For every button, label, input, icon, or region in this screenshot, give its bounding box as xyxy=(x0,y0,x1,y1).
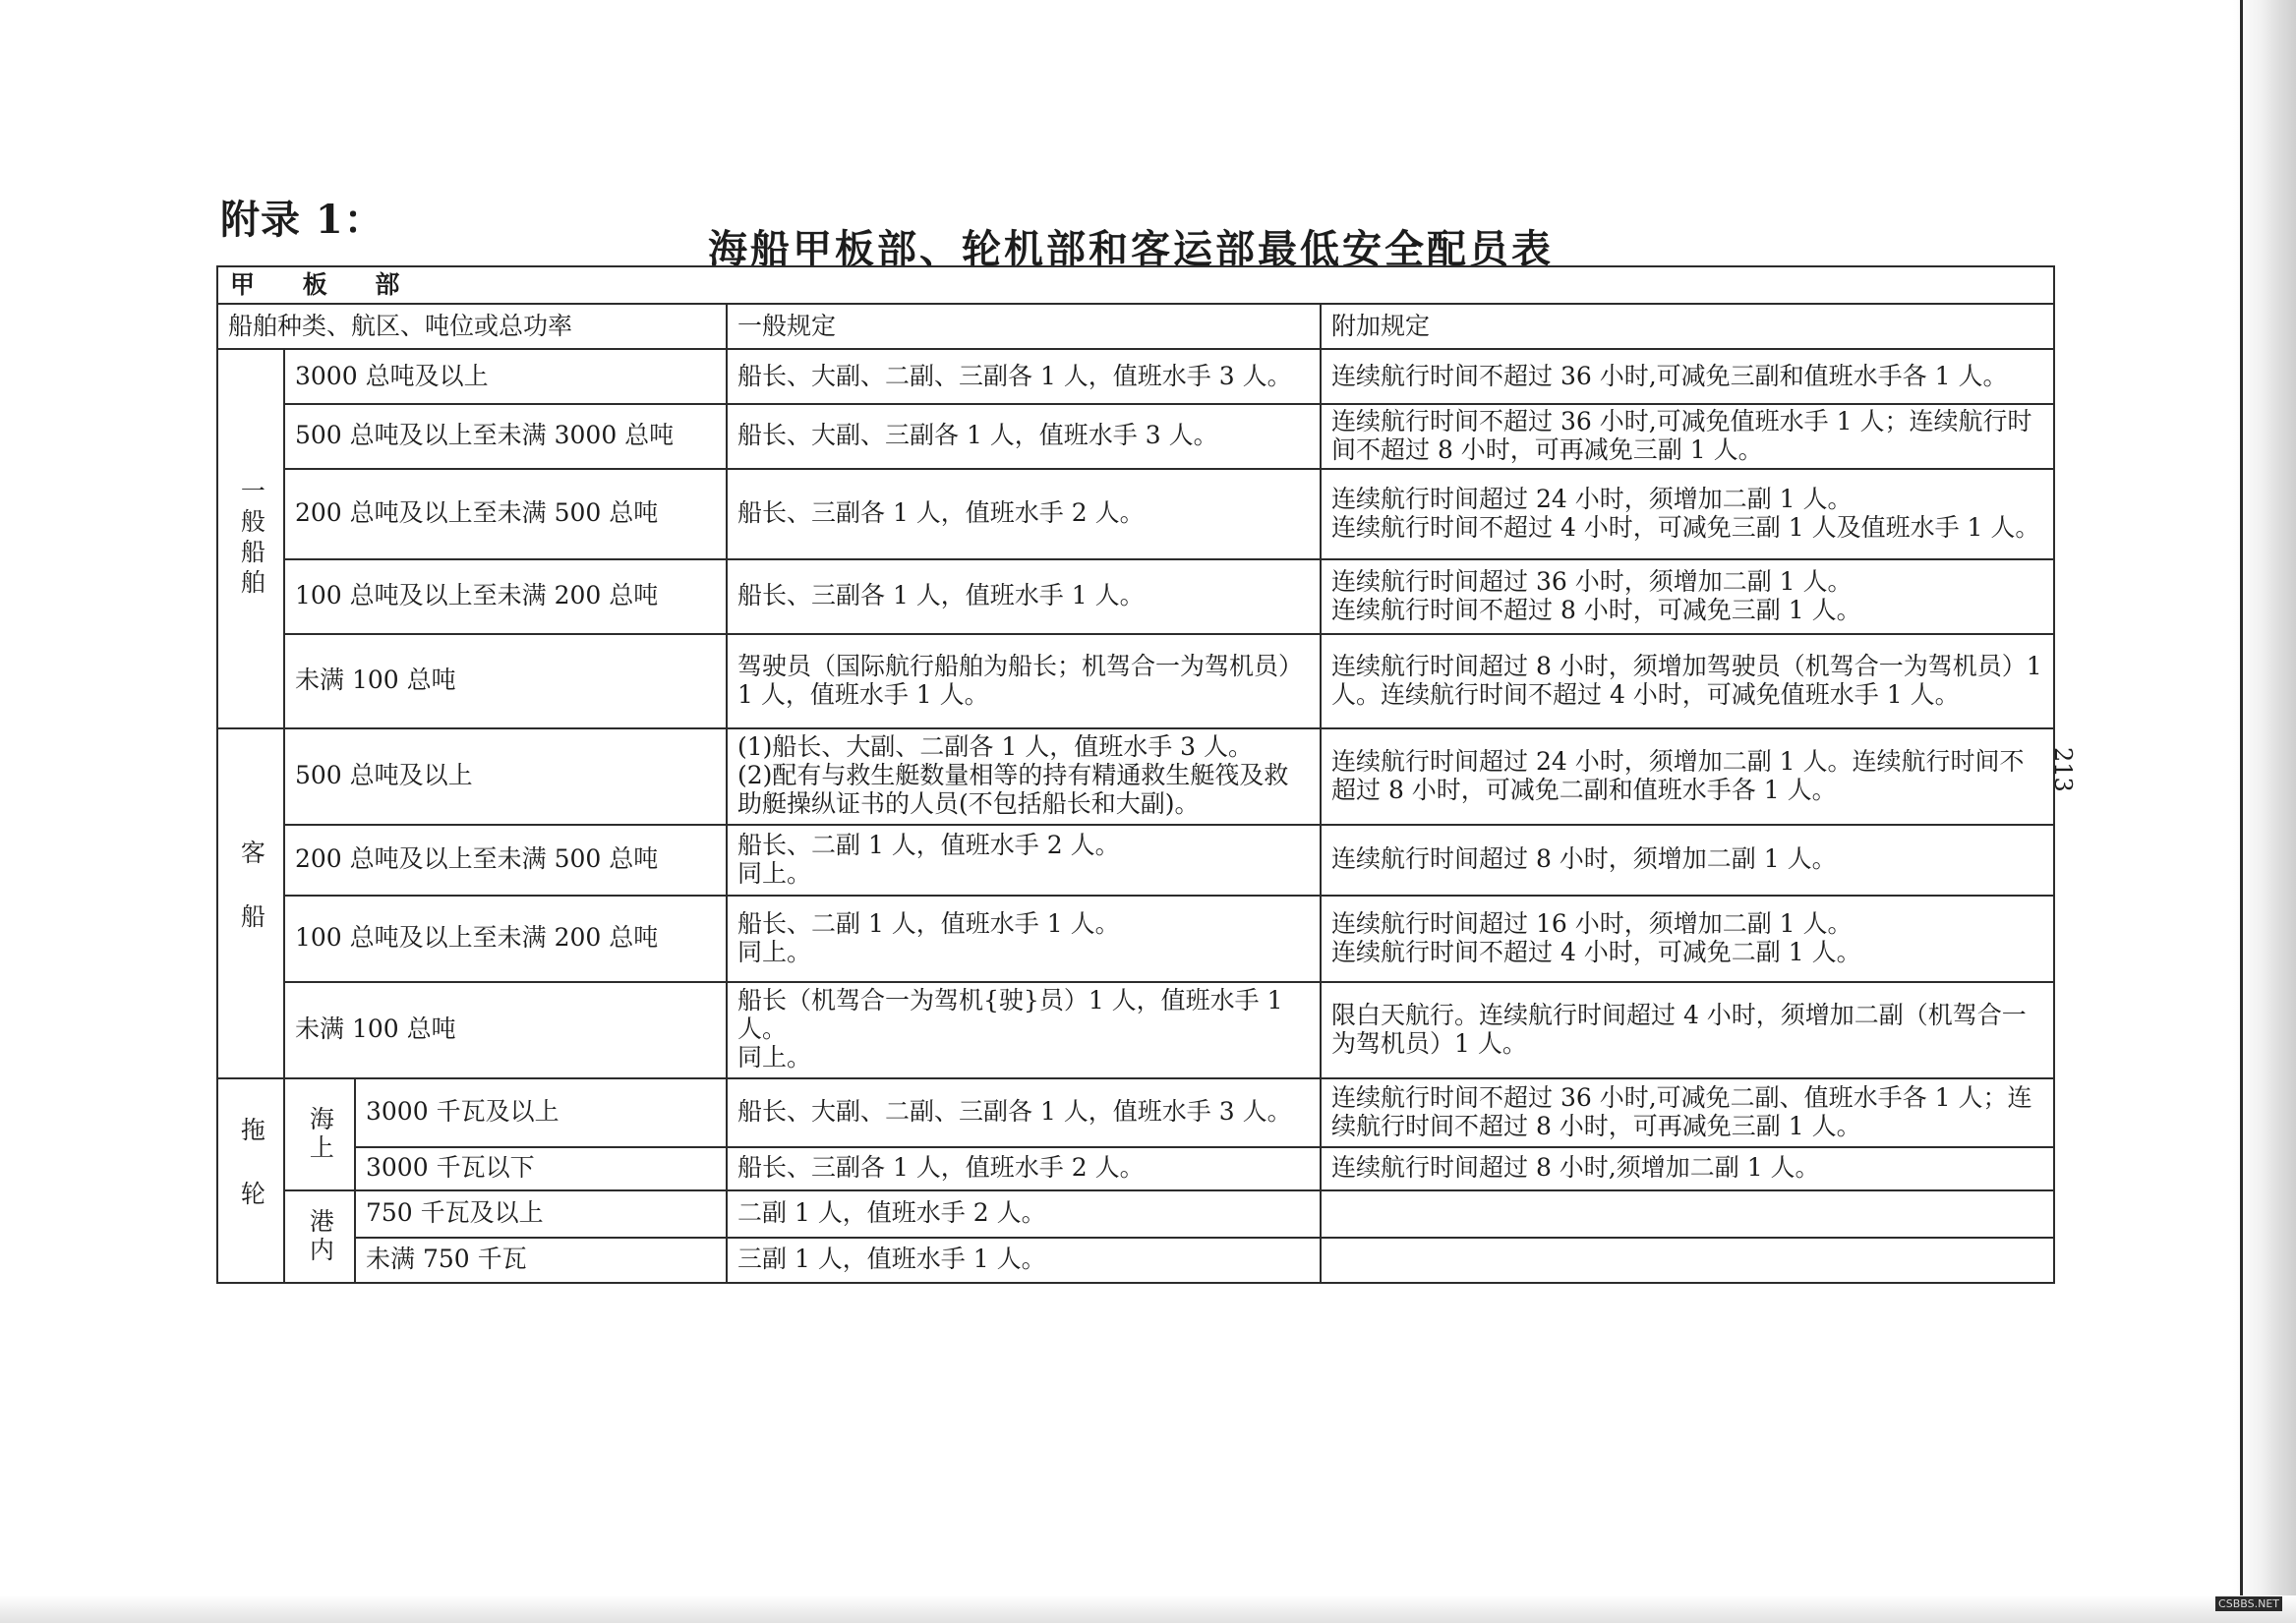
class-cell: 未满 750 千瓦 xyxy=(355,1238,727,1283)
general-cell: 船长、大副、二副、三副各 1 人，值班水手 3 人。 xyxy=(727,1078,1321,1147)
table-row xyxy=(217,896,2054,982)
class-cell: 200 总吨及以上至未满 500 总吨 xyxy=(284,825,727,896)
general-cell: 船长、大副、三副各 1 人，值班水手 3 人。 xyxy=(727,404,1321,469)
general-cell: 船长、大副、二副、三副各 1 人，值班水手 3 人。 xyxy=(727,349,1321,404)
general-cell: 船长、三副各 1 人，值班水手 2 人。 xyxy=(727,469,1321,559)
general-cell: 船长、三副各 1 人，值班水手 1 人。 xyxy=(727,559,1321,634)
table-row xyxy=(217,559,2054,634)
additional-cell: 连续航行时间不超过 36 小时,可减免三副和值班水手各 1 人。 xyxy=(1321,349,2054,404)
additional-cell: 连续航行时间超过 36 小时，须增加二副 1 人。 连续航行时间不超过 8 小时，可减免三副 1 人。 xyxy=(1321,559,2054,634)
header-row xyxy=(217,304,2054,349)
table-row xyxy=(217,1147,2054,1190)
class-cell: 500 总吨及以上 xyxy=(284,728,727,825)
class-cell: 100 总吨及以上至未满 200 总吨 xyxy=(284,559,727,634)
general-cell: 三副 1 人，值班水手 1 人。 xyxy=(727,1238,1321,1283)
additional-cell: 连续航行时间超过 24 小时，须增加二副 1 人。连续航行时间不超过 8 小时，可减免二副和值班水手各 1 人。 xyxy=(1321,728,2054,825)
watermark: CSBBS.NET xyxy=(2215,1596,2282,1611)
class-cell: 未满 100 总吨 xyxy=(284,634,727,728)
class-cell: 未满 100 总吨 xyxy=(284,982,727,1078)
class-cell: 3000 千瓦及以上 xyxy=(355,1078,727,1147)
additional-cell: 连续航行时间超过 16 小时，须增加二副 1 人。 连续航行时间不超过 4 小时，可减免二副 1 人。 xyxy=(1321,896,2054,982)
additional-cell xyxy=(1321,1238,2054,1283)
table-row xyxy=(217,1078,2054,1147)
class-cell: 200 总吨及以上至未满 500 总吨 xyxy=(284,469,727,559)
class-cell: 750 千瓦及以上 xyxy=(355,1190,727,1238)
additional-cell: 连续航行时间超过 8 小时，须增加二副 1 人。 xyxy=(1321,825,2054,896)
additional-cell: 连续航行时间超过 8 小时，须增加驾驶员（机驾合一为驾机员）1 人。连续航行时间不超过 4 小时，可减免值班水手 1 人。 xyxy=(1321,634,2054,728)
scan-bottom-band xyxy=(0,1595,2296,1623)
group-label-tugboats: 拖轮 xyxy=(217,1078,284,1283)
section-row xyxy=(217,266,2054,304)
table-row xyxy=(217,1190,2054,1238)
subgroup-label-sea: 海上 xyxy=(284,1078,355,1190)
header-additional: 附加规定 xyxy=(1321,304,2054,349)
section-title: 甲 板 部 xyxy=(217,266,2054,304)
general-cell: 船长、三副各 1 人，值班水手 2 人。 xyxy=(727,1147,1321,1190)
additional-cell: 连续航行时间不超过 36 小时,可减免值班水手 1 人；连续航行时间不超过 8 小时，可再减免三副 1 人。 xyxy=(1321,404,2054,469)
general-cell: 二副 1 人，值班水手 2 人。 xyxy=(727,1190,1321,1238)
additional-cell: 连续航行时间超过 24 小时，须增加二副 1 人。 连续航行时间不超过 4 小时，可减免三副 1 人及值班水手 1 人。 xyxy=(1321,469,2054,559)
header-category: 船舶种类、航区、吨位或总功率 xyxy=(217,304,727,349)
table-row xyxy=(217,982,2054,1078)
table-row xyxy=(217,634,2054,728)
additional-cell: 限白天航行。连续航行时间超过 4 小时，须增加二副（机驾合一为驾机员）1 人。 xyxy=(1321,982,2054,1078)
table-row xyxy=(217,349,2054,404)
group-label-passenger-ships: 客船 xyxy=(217,728,284,1078)
table-row xyxy=(217,728,2054,825)
header-general: 一般规定 xyxy=(727,304,1321,349)
additional-cell: 连续航行时间不超过 36 小时,可减免二副、值班水手各 1 人；连续航行时间不超过 8 小时，可再减免三副 1 人。 xyxy=(1321,1078,2054,1147)
general-cell: 驾驶员（国际航行船舶为船长；机驾合一为驾机员）1 人，值班水手 1 人。 xyxy=(727,634,1321,728)
document-title: 海船甲板部、轮机部和客运部最低安全配员表 xyxy=(708,226,1554,272)
appendix-label: 附录 1： xyxy=(220,197,384,243)
class-cell: 100 总吨及以上至未满 200 总吨 xyxy=(284,896,727,982)
additional-cell: 连续航行时间超过 8 小时,须增加二副 1 人。 xyxy=(1321,1147,2054,1190)
class-cell: 500 总吨及以上至未满 3000 总吨 xyxy=(284,404,727,469)
page-number: 213 xyxy=(2049,747,2077,792)
general-cell: (1)船长、大副、二副各 1 人，值班水手 3 人。 (2)配有与救生艇数量相等的持有精通救生艇筏及救助艇操纵证书的人员(不包括船长和大副)。 xyxy=(727,728,1321,825)
table-row xyxy=(217,469,2054,559)
general-cell: 船长、二副 1 人，值班水手 1 人。 同上。 xyxy=(727,896,1321,982)
manning-table xyxy=(216,265,2055,1284)
table-row xyxy=(217,404,2054,469)
class-cell: 3000 千瓦以下 xyxy=(355,1147,727,1190)
table-row xyxy=(217,825,2054,896)
group-label-general-ships: 一般船舶 xyxy=(217,349,284,728)
additional-cell xyxy=(1321,1190,2054,1238)
page-edge-line xyxy=(2240,0,2243,1623)
subgroup-label-port: 港内 xyxy=(284,1190,355,1283)
general-cell: 船长（机驾合一为驾机{驶}员）1 人，值班水手 1 人。 同上。 xyxy=(727,982,1321,1078)
class-cell: 3000 总吨及以上 xyxy=(284,349,727,404)
table-row xyxy=(217,1238,2054,1283)
general-cell: 船长、二副 1 人，值班水手 2 人。 同上。 xyxy=(727,825,1321,896)
